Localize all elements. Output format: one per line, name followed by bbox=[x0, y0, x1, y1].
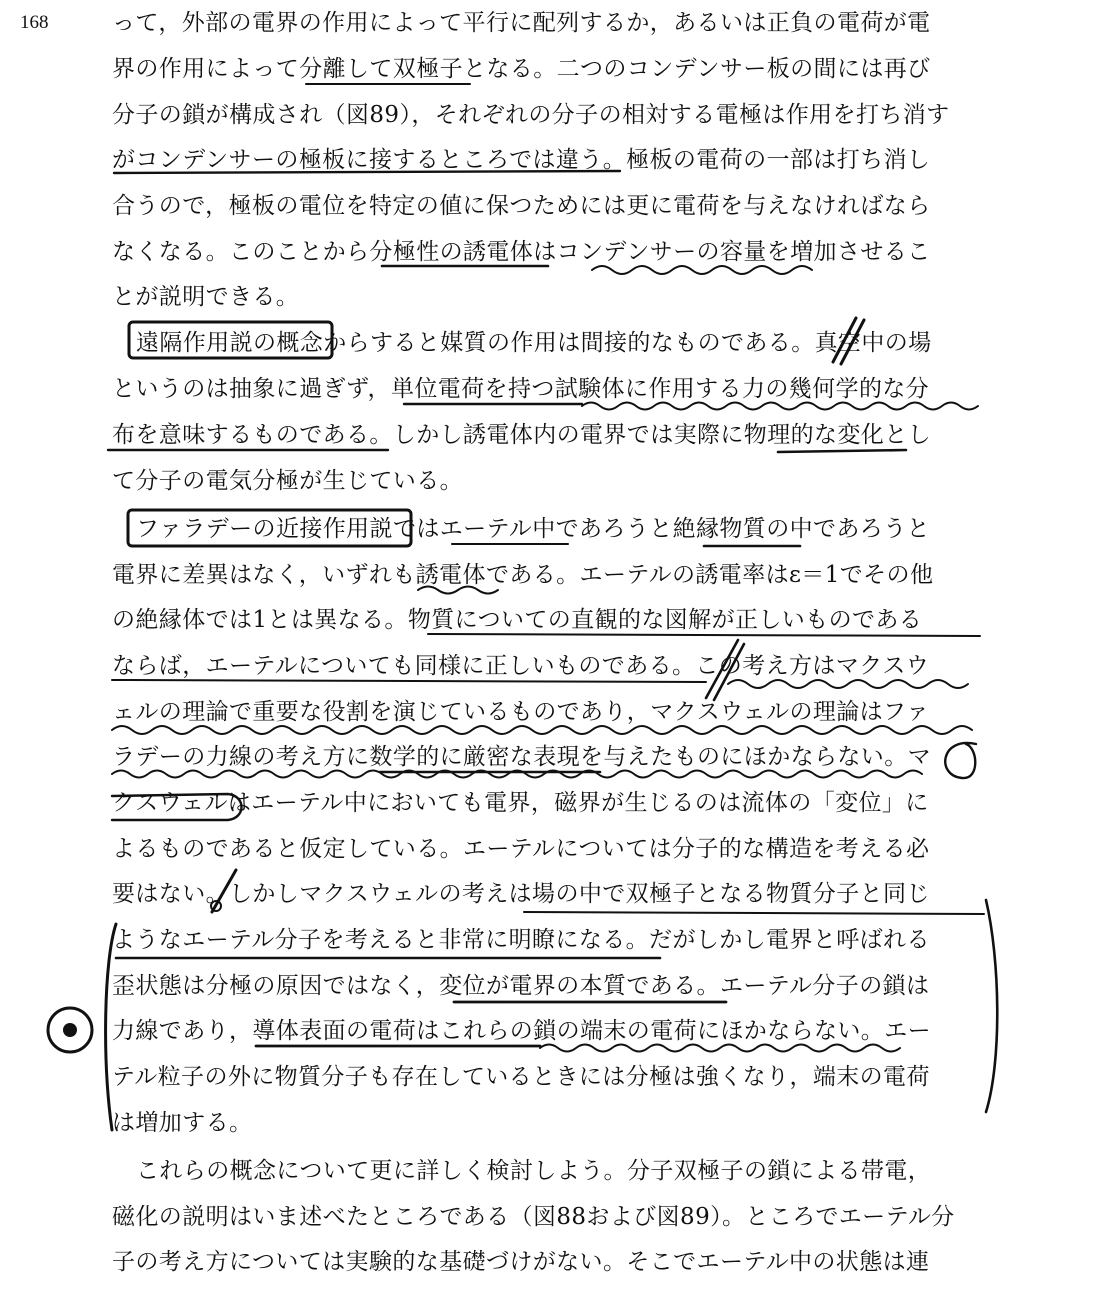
text-line: よるものであると仮定している。エーテルについては分子的な構造を考える必 bbox=[112, 836, 930, 862]
text-line: とが説明できる。 bbox=[112, 284, 300, 310]
text-line: て分子の電気分極が生じている。 bbox=[112, 468, 463, 494]
text-line: なくなる。このことから分極性の誘電体はコンデンサーの容量を増加させるこ bbox=[112, 239, 931, 265]
text-line: 布を意味するものである。しかし誘電体内の電界では実際に物理的な変化とし bbox=[112, 422, 931, 448]
text-line: ェルの理論で重要な役割を演じているものであり，マクスウェルの理論はファ bbox=[112, 699, 930, 725]
text-line: 力線であり，導体表面の電荷はこれらの鎖の端末の電荷にほかならない。エー bbox=[112, 1018, 931, 1044]
text-line: これらの概念について更に詳しく検討しよう。分子双極子の鎖による帯電， bbox=[136, 1158, 932, 1184]
text-line: 要はない。しかしマクスウェルの考えは場の中で双極子となる物質分子と同じ bbox=[112, 881, 930, 907]
text-line: って，外部の電界の作用によって平行に配列するか，あるいは正負の電荷が電 bbox=[112, 10, 931, 36]
text-line: 界の作用によって分離して双極子となる。二つのコンデンサー板の間には再び bbox=[112, 56, 931, 82]
text-line: の絶縁体では1とは異なる。物質についての直観的な図解が正しいものである bbox=[112, 607, 923, 633]
text-line: ならば，エーテルについても同様に正しいものである。この考え方はマクスウ bbox=[112, 653, 930, 679]
text-line: 分子の鎖が構成され（図89），それぞれの分子の相対する電極は作用を打ち消す bbox=[112, 102, 950, 128]
text-line: 子の考え方については実験的な基礎づけがない。そこでエーテル中の状態は連 bbox=[112, 1249, 930, 1275]
page-number: 168 bbox=[20, 12, 49, 33]
text-line: クスウェルはエーテル中においても電界，磁界が生じるのは流体の「変位」に bbox=[112, 790, 929, 816]
text-line: 歪状態は分極の原因ではなく，変位が電界の本質である。エーテル分子の鎖は bbox=[112, 973, 930, 999]
text-line: ファラデーの近接作用説ではエーテル中であろうと絶縁物質の中であろうと bbox=[136, 516, 930, 542]
text-line: 電界に差異はなく，いずれも誘電体である。エーテルの誘電率はε＝1でその他 bbox=[112, 562, 934, 588]
text-line: テル粒子の外に物質分子も存在しているときには分極は強くなり，端末の電荷 bbox=[112, 1064, 930, 1090]
text-line: 合うので，極板の電位を特定の値に保つためには更に電荷を与えなければなら bbox=[112, 193, 931, 219]
text-line: は増加する。 bbox=[112, 1110, 253, 1136]
text-line: 遠隔作用説の概念からすると媒質の作用は間接的なものである。真空中の場 bbox=[136, 330, 932, 356]
text-line: ラデーの力線の考え方に数学的に厳密な表現を与えたものにほかならない。マ bbox=[112, 744, 931, 770]
text-line: 磁化の説明はいま述べたところである（図88および図89）。ところでエーテル分 bbox=[112, 1204, 955, 1230]
text-line: がコンデンサーの極板に接するところでは違う。極板の電荷の一部は打ち消し bbox=[112, 147, 931, 173]
text-line: というのは抽象に過ぎず，単位電荷を持つ試験体に作用する力の幾何学的な分 bbox=[112, 376, 930, 402]
text-line: ようなエーテル分子を考えると非常に明瞭になる。だがしかし電界と呼ばれる bbox=[112, 927, 930, 953]
